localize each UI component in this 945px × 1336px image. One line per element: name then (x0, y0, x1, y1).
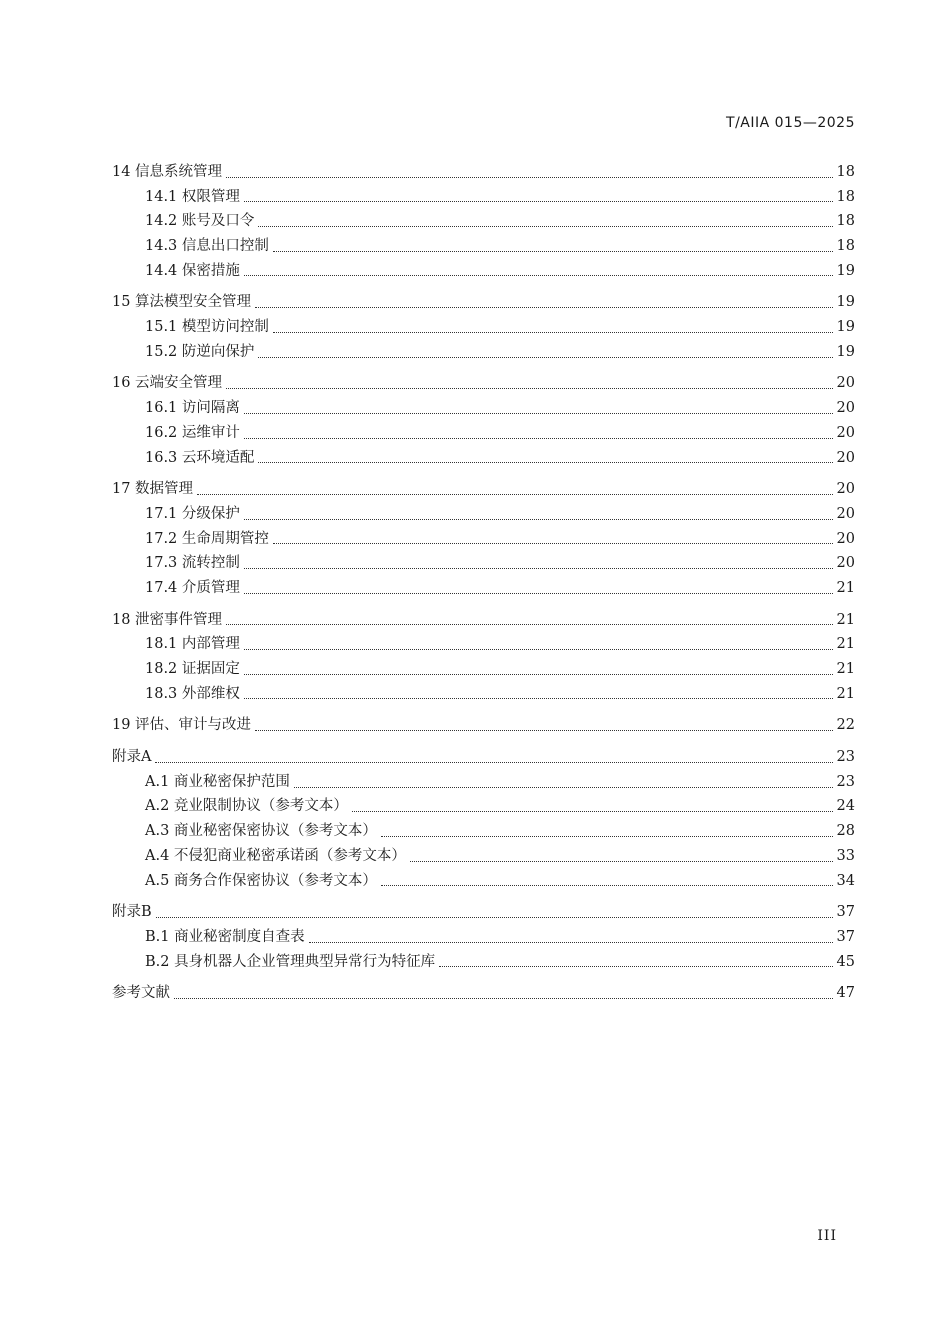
toc-entry-page: 20 (836, 375, 855, 392)
toc-entry-page: 23 (836, 773, 855, 790)
toc-section-entry[interactable] (112, 844, 855, 869)
toc-section-entry[interactable] (112, 682, 855, 707)
toc-entry-page: 18 (836, 163, 855, 180)
toc-entry-label: 17 数据管理 (112, 481, 194, 498)
toc-entry-page: 18 (836, 188, 855, 205)
toc-section-entry[interactable] (112, 795, 855, 820)
toc-entry-label: 17.1 分级保护 (145, 505, 240, 522)
toc-entry-page: 24 (836, 798, 855, 815)
toc-dot-leader (155, 762, 832, 763)
toc-section-entry[interactable] (112, 819, 855, 844)
toc-section-entry[interactable] (112, 527, 855, 552)
toc-dot-leader (244, 438, 833, 439)
toc-entry-label: 17.3 流转控制 (145, 555, 240, 572)
toc-entry-page: 21 (836, 611, 855, 628)
toc-entry-label: 14.1 权限管理 (145, 188, 240, 205)
toc-dot-leader (244, 649, 833, 650)
toc-entry-page: 19 (836, 319, 855, 336)
toc-dot-leader (244, 275, 833, 276)
toc-dot-leader (381, 885, 833, 886)
toc-entry-label: B.2 具身机器人企业管理典型异常行为特征库 (145, 953, 436, 970)
toc-entry-page: 22 (836, 717, 855, 734)
toc-entry-label: 15.2 防逆向保护 (145, 343, 255, 360)
toc-entry-label: 14.2 账号及口令 (145, 213, 255, 230)
page-number: III (817, 1228, 837, 1244)
toc-chapter-entry[interactable] (112, 900, 855, 925)
toc-section-entry[interactable] (112, 259, 855, 284)
toc-dot-leader (244, 674, 833, 675)
toc-entry-label: 18.2 证据固定 (145, 661, 240, 678)
toc-chapter-entry[interactable] (112, 372, 855, 397)
toc-entry-page: 37 (836, 928, 855, 945)
toc-dot-leader (381, 836, 833, 837)
toc-dot-leader (309, 942, 833, 943)
toc-entry-page: 47 (836, 985, 855, 1002)
toc-section-entry[interactable] (112, 446, 855, 471)
toc-chapter-entry[interactable] (112, 981, 855, 1006)
toc-entry-label: A.4 不侵犯商业秘密承诺函（参考文本） (145, 847, 406, 864)
toc-dot-leader (244, 519, 833, 520)
toc-entry-label: 18.3 外部维权 (145, 685, 240, 702)
toc-entry-page: 18 (836, 213, 855, 230)
toc-entry-page: 34 (836, 872, 855, 889)
toc-chapter-entry[interactable] (112, 713, 855, 738)
toc-dot-leader (352, 811, 833, 812)
toc-section-entry[interactable] (112, 869, 855, 894)
toc-section-entry[interactable] (112, 502, 855, 527)
toc-entry-page: 23 (836, 749, 855, 766)
toc-chapter-entry[interactable] (112, 290, 855, 315)
toc-entry-label: 17.2 生命周期管控 (145, 530, 269, 547)
toc-section-entry[interactable] (112, 632, 855, 657)
toc-entry-label: A.3 商业秘密保密协议（参考文本） (145, 823, 377, 840)
toc-dot-leader (244, 201, 833, 202)
toc-entry-label: 14 信息系统管理 (112, 163, 223, 180)
toc-entry-page: 20 (836, 424, 855, 441)
toc-section-entry[interactable] (112, 315, 855, 340)
toc-section-entry[interactable] (112, 340, 855, 365)
toc-dot-leader (244, 568, 833, 569)
toc-entry-page: 20 (836, 400, 855, 417)
toc-section-entry[interactable] (112, 234, 855, 259)
toc-entry-page: 21 (836, 579, 855, 596)
toc-entry-page: 45 (836, 953, 855, 970)
toc-dot-leader (255, 730, 832, 731)
toc-entry-label: 参考文献 (112, 985, 170, 1002)
toc-entry-page: 28 (836, 823, 855, 840)
toc-entry-label: 14.3 信息出口控制 (145, 238, 269, 255)
toc-entry-page: 21 (836, 685, 855, 702)
toc-entry-label: 18 泄密事件管理 (112, 611, 223, 628)
toc-chapter-entry[interactable] (112, 160, 855, 185)
toc-entry-page: 20 (836, 481, 855, 498)
toc-section-entry[interactable] (112, 950, 855, 975)
toc-entry-page: 21 (836, 661, 855, 678)
toc-dot-leader (226, 388, 832, 389)
toc-chapter-entry[interactable] (112, 477, 855, 502)
toc-entry-page: 19 (836, 343, 855, 360)
toc-entry-label: 17.4 介质管理 (145, 579, 240, 596)
toc-section-entry[interactable] (112, 576, 855, 601)
toc-section-entry[interactable] (112, 770, 855, 795)
toc-dot-leader (410, 861, 833, 862)
toc-entry-page: 19 (836, 262, 855, 279)
toc-entry-label: 15 算法模型安全管理 (112, 294, 252, 311)
toc-dot-leader (197, 494, 832, 495)
toc-entry-page: 18 (836, 238, 855, 255)
toc-entry-label: 附录A (112, 749, 152, 766)
toc-section-entry[interactable] (112, 185, 855, 210)
table-of-contents (112, 160, 855, 1006)
toc-section-entry[interactable] (112, 209, 855, 234)
toc-entry-label: B.1 商业秘密制度自查表 (145, 928, 305, 945)
toc-dot-leader (174, 998, 833, 999)
toc-entry-label: 18.1 内部管理 (145, 636, 240, 653)
toc-entry-page: 19 (836, 294, 855, 311)
toc-section-entry[interactable] (112, 925, 855, 950)
toc-section-entry[interactable] (112, 551, 855, 576)
toc-section-entry[interactable] (112, 421, 855, 446)
toc-entry-page: 33 (836, 847, 855, 864)
toc-dot-leader (294, 787, 833, 788)
toc-dot-leader (226, 177, 832, 178)
toc-entry-label: 14.4 保密措施 (145, 262, 240, 279)
toc-dot-leader (273, 251, 833, 252)
toc-entry-page: 20 (836, 449, 855, 466)
toc-section-entry[interactable] (112, 657, 855, 682)
toc-entry-page: 21 (836, 636, 855, 653)
toc-entry-label: A.5 商务合作保密协议（参考文本） (145, 872, 377, 889)
toc-entry-page: 37 (836, 904, 855, 921)
toc-entry-label: 16 云端安全管理 (112, 375, 223, 392)
toc-dot-leader (226, 624, 832, 625)
toc-dot-leader (244, 413, 833, 414)
toc-entry-label: 16.3 云环境适配 (145, 449, 255, 466)
toc-chapter-entry[interactable] (112, 608, 855, 633)
toc-dot-leader (273, 543, 833, 544)
toc-entry-label: A.1 商业秘密保护范围 (145, 773, 290, 790)
toc-dot-leader (273, 332, 833, 333)
toc-entry-page: 20 (836, 505, 855, 522)
toc-dot-leader (258, 226, 832, 227)
toc-entry-label: 附录B (112, 904, 152, 921)
toc-entry-label: 16.2 运维审计 (145, 424, 240, 441)
toc-entry-label: 16.1 访问隔离 (145, 400, 240, 417)
toc-chapter-entry[interactable] (112, 745, 855, 770)
toc-section-entry[interactable] (112, 396, 855, 421)
toc-dot-leader (258, 462, 832, 463)
toc-entry-label: A.2 竞业限制协议（参考文本） (145, 798, 348, 815)
toc-dot-leader (244, 593, 833, 594)
toc-dot-leader (255, 307, 832, 308)
toc-entry-label: 19 评估、审计与改进 (112, 717, 252, 734)
toc-dot-leader (439, 966, 832, 967)
toc-dot-leader (156, 917, 833, 918)
toc-entry-page: 20 (836, 530, 855, 547)
toc-entry-label: 15.1 模型访问控制 (145, 319, 269, 336)
toc-dot-leader (258, 357, 832, 358)
toc-dot-leader (244, 698, 833, 699)
toc-entry-page: 20 (836, 555, 855, 572)
standard-code: T/AIIA 015—2025 (726, 115, 855, 131)
